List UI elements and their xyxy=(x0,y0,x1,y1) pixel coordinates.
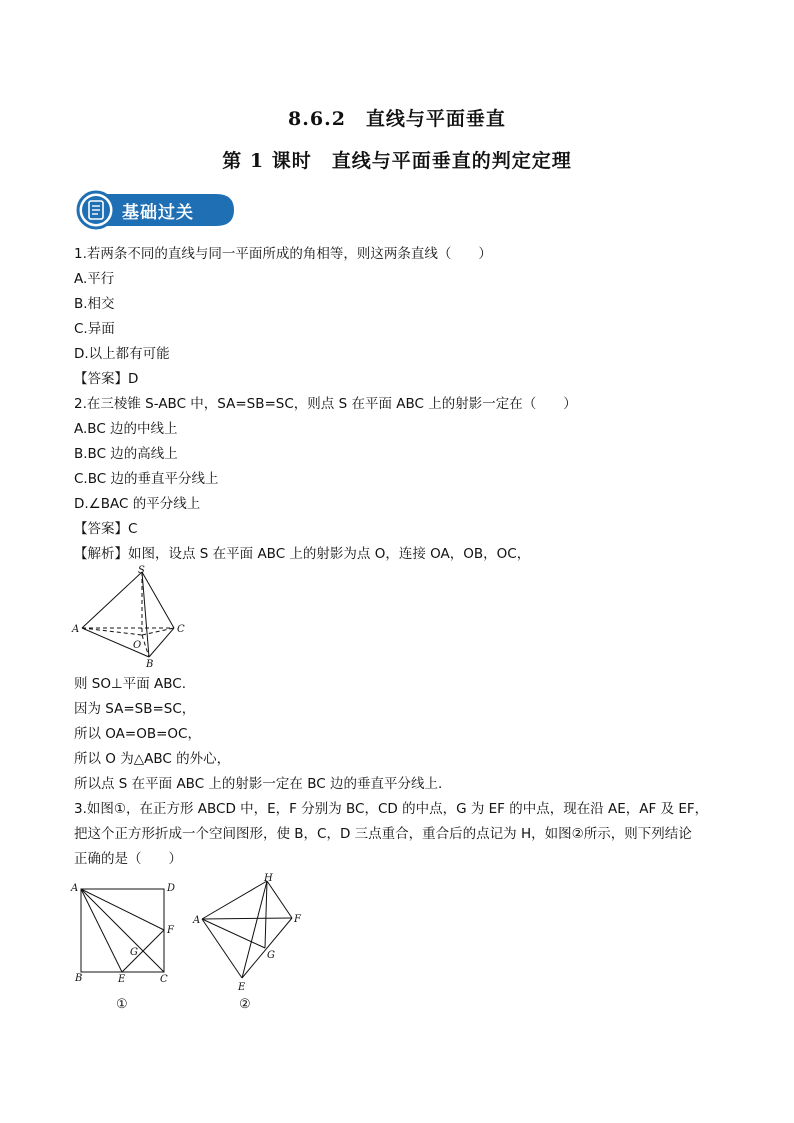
figure-caption: ① xyxy=(116,997,128,1012)
option-a: A.BC 边的中线上 xyxy=(74,421,178,437)
vertex-a-label: A xyxy=(193,915,201,926)
vertex-a-label: A xyxy=(71,883,79,894)
square-figure xyxy=(68,878,183,1013)
option-b: B.相交 xyxy=(74,296,115,312)
question-1: 1.若两条不同的直线与同一平面所成的角相等，则这两条直线（ ） xyxy=(74,246,492,262)
option-b: B.BC 边的高线上 xyxy=(74,446,178,462)
vertex-o-label: O xyxy=(133,640,142,651)
vertex-d-label: D xyxy=(167,883,176,894)
vertex-c-label: C xyxy=(177,624,185,635)
analysis-line: 因为 SA=SB=SC， xyxy=(74,701,196,717)
pyramid-figure xyxy=(70,563,195,671)
lesson-title: 8.6.2 直线与平面垂直 xyxy=(288,108,506,130)
vertex-s-label: S xyxy=(138,565,145,576)
analysis-line: 所以 OA=OB=OC， xyxy=(74,726,201,742)
option-d: D.∠BAC 的平分线上 xyxy=(74,496,201,512)
question-3-cont: 正确的是（ ） xyxy=(74,851,182,867)
vertex-h-label: H xyxy=(264,873,273,884)
vertex-f-label: F xyxy=(167,925,174,936)
folded-figure xyxy=(190,870,310,1013)
lesson-subtitle: 第 1 课时 直线与平面垂直的判定定理 xyxy=(222,150,572,172)
vertex-g-label: G xyxy=(130,947,138,958)
vertex-f-label: F xyxy=(294,914,301,925)
analysis-2: 【解析】如图，设点 S 在平面 ABC 上的射影为点 O，连接 OA，OB，OC， xyxy=(74,546,531,562)
vertex-b-label: B xyxy=(75,973,83,984)
option-c: C.异面 xyxy=(74,321,115,337)
question-3-cont: 把这个正方形折成一个空间图形，使 B，C，D 三点重合，重合后的点记为 H，如图②所示，则下列结论 xyxy=(74,826,692,842)
vertex-b-label: B xyxy=(146,659,154,670)
analysis-line: 所以点 S 在平面 ABC 上的射影一定在 BC 边的垂直平分线上. xyxy=(74,776,443,792)
option-a: A.平行 xyxy=(74,271,115,287)
answer-2: 【答案】C xyxy=(74,521,138,537)
question-2: 2.在三棱锥 S-ABC 中，SA=SB=SC，则点 S 在平面 ABC 上的射影一定在（ ） xyxy=(74,396,577,412)
analysis-line: 则 SO⊥平面 ABC. xyxy=(74,676,187,692)
vertex-g-label: G xyxy=(267,950,275,961)
figure-caption: ② xyxy=(239,997,251,1012)
section-banner xyxy=(76,190,236,230)
option-c: C.BC 边的垂直平分线上 xyxy=(74,471,219,487)
vertex-e-label: E xyxy=(238,982,246,993)
answer-1: 【答案】D xyxy=(74,371,139,387)
option-d: D.以上都有可能 xyxy=(74,346,170,362)
vertex-e-label: E xyxy=(118,974,126,985)
vertex-c-label: C xyxy=(160,974,168,985)
vertex-a-label: A xyxy=(72,624,80,635)
section-label: 基础过关 xyxy=(122,203,194,223)
analysis-line: 所以 O 为△ABC 的外心， xyxy=(74,751,231,767)
question-3: 3.如图①，在正方形 ABCD 中，E，F 分别为 BC，CD 的中点，G 为 EF 的中点，现在沿 AE，AF 及 EF， xyxy=(74,801,709,817)
book-icon xyxy=(86,198,106,222)
